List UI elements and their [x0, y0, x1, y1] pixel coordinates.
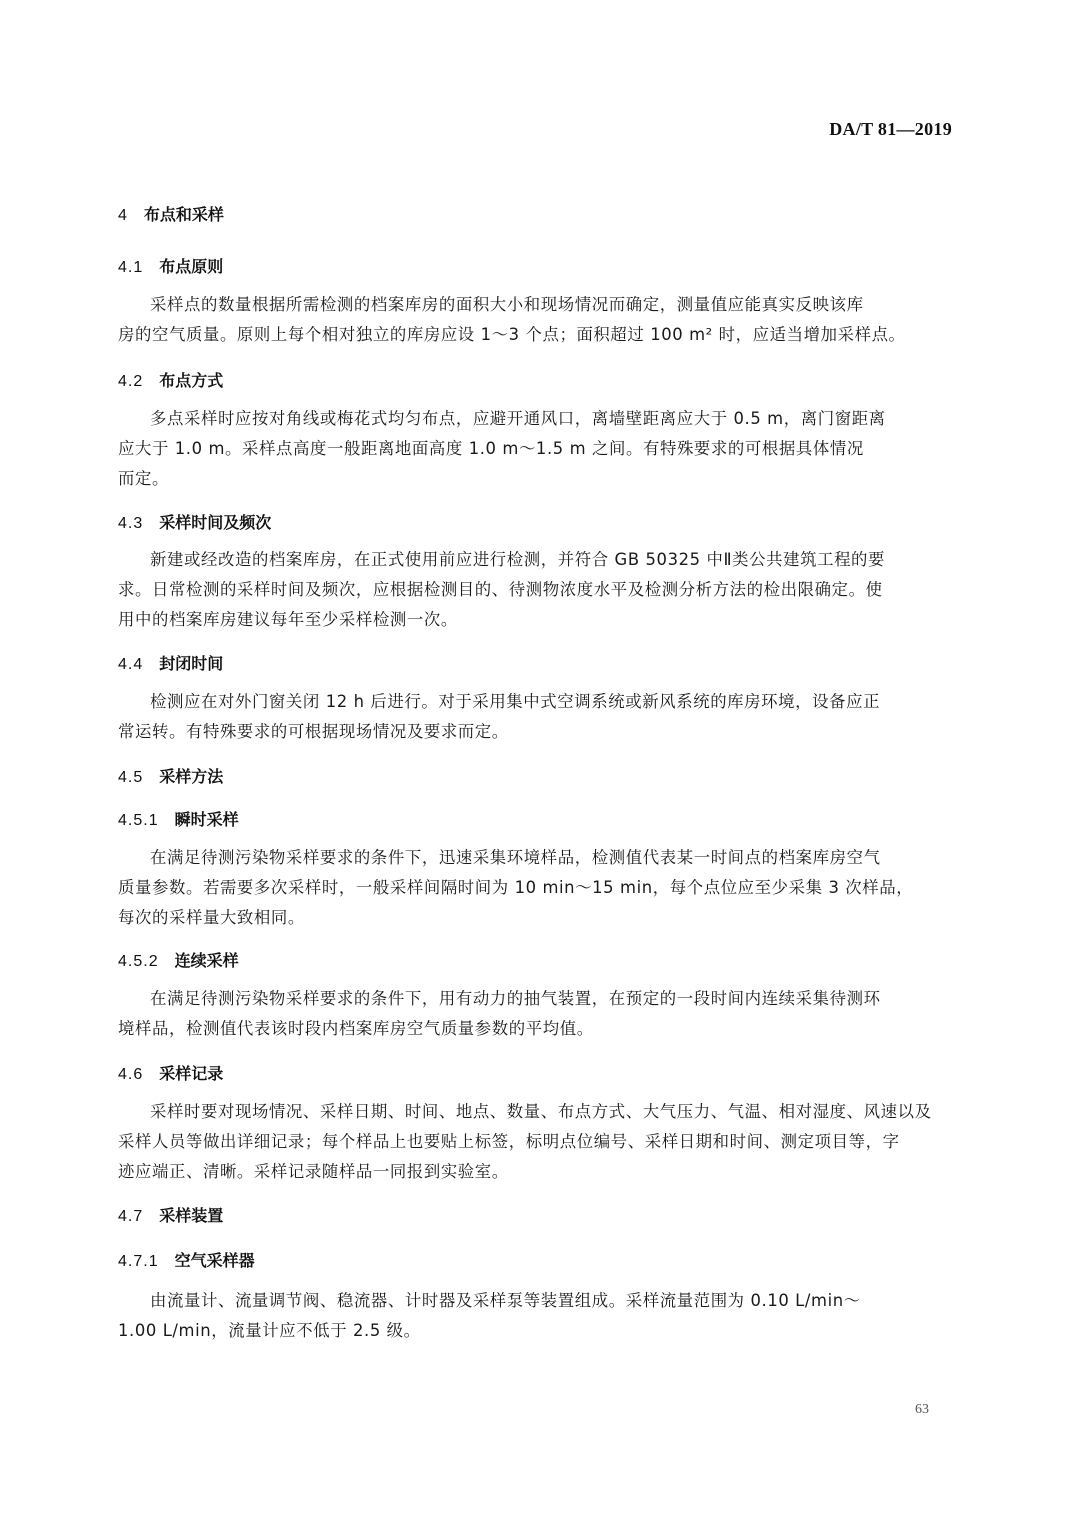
heading-title: 连续采样: [174, 951, 239, 970]
paragraph-4-2: [118, 404, 954, 494]
paragraph-line: 质量参数。若需要多次采样时，一般采样间隔时间为 10 min～15 min，每个点位应至少采集 3 次样品，: [118, 878, 914, 897]
paragraph-4-7-1: [118, 1286, 954, 1346]
heading-title: 采样装置: [159, 1206, 224, 1225]
heading-4-5-2: [118, 948, 239, 971]
heading-title: 采样方法: [159, 767, 224, 786]
paragraph-line: 每次的采样量大致相同。: [118, 908, 305, 927]
paragraph-line: 在满足待测污染物采样要求的条件下，迅速采集环境样品，检测值代表某一时间点的档案库房空气: [150, 848, 881, 867]
paragraph-line: 常运转。有特殊要求的可根据现场情况及要求而定。: [118, 722, 509, 741]
paragraph-line: 采样点的数量根据所需检测的档案库房的面积大小和现场情况而确定，测量值应能真实反映该库: [150, 295, 864, 314]
heading-4-5-1: [118, 807, 239, 830]
paragraph-4-4: [118, 687, 954, 747]
heading-4-4: [118, 651, 223, 674]
heading-number: 4.7.1: [118, 1253, 159, 1270]
paragraph-line: 采样时要对现场情况、采样日期、时间、地点、数量、布点方式、大气压力、气温、相对湿度、风速以及: [150, 1102, 932, 1121]
heading-title: 布点原则: [159, 257, 224, 276]
paragraph-line: 房的空气质量。原则上每个相对独立的库房应设 1～3 个点；面积超过 100 m² 时，应适当增加采样点。: [118, 325, 906, 344]
heading-title: 采样时间及频次: [159, 513, 272, 532]
paragraph-line: 用中的档案库房建议每年至少采样检测一次。: [118, 610, 458, 629]
heading-number: 4.5.1: [118, 812, 159, 829]
heading-title: 采样记录: [159, 1064, 224, 1083]
heading-number: 4.3: [118, 515, 144, 532]
paragraph-line: 检测应在对外门窗关闭 12 h 后进行。对于采用集中式空调系统或新风系统的库房环境，设备应正: [150, 692, 881, 711]
heading-number: 4.4: [118, 656, 144, 673]
heading-number: 4.5: [118, 769, 144, 786]
heading-4: [118, 202, 224, 225]
heading-number: 4.2: [118, 373, 144, 390]
paragraph-line: 由流量计、流量调节阀、稳流器、计时器及采样泵等装置组成。采样流量范围为 0.10 L/min～: [150, 1291, 861, 1310]
standard-code: DA/T 81—2019: [829, 119, 952, 139]
paragraph-4-6: [118, 1097, 954, 1187]
paragraph-line: 而定。: [118, 469, 169, 488]
heading-number: 4.7: [118, 1208, 144, 1225]
heading-4-7: [118, 1203, 223, 1226]
heading-number: 4.1: [118, 259, 144, 276]
heading-4-5: [118, 764, 223, 787]
paragraph-line: 境样品，检测值代表该时段内档案库房空气质量参数的平均值。: [118, 1019, 594, 1038]
paragraph-line: 迹应端正、清晰。采样记录随样品一同报到实验室。: [118, 1162, 509, 1181]
heading-title: 瞬时采样: [174, 810, 239, 829]
paragraph-line: 应大于 1.0 m。采样点高度一般距离地面高度 1.0 m～1.5 m 之间。有特殊要求的可根据具体情况: [118, 439, 864, 458]
heading-4-6: [118, 1061, 223, 1084]
heading-4-1: [118, 254, 223, 277]
paragraph-4-1: [118, 290, 954, 350]
heading-4-7-1: [118, 1248, 255, 1271]
heading-title: 封闭时间: [159, 654, 224, 673]
heading-title: 布点和采样: [143, 205, 224, 224]
heading-title: 布点方式: [159, 371, 224, 390]
paragraph-line: 多点采样时应按对角线或梅花式均匀布点，应避开通风口，离墙壁距离应大于 0.5 m，离门窗距离: [150, 409, 886, 428]
paragraph-line: 采样人员等做出详细记录；每个样品上也要贴上标签，标明点位编号、采样日期和时间、测定项目等，字: [118, 1132, 900, 1151]
page-number: 63: [915, 1402, 929, 1417]
heading-number: 4: [118, 207, 128, 224]
paragraph-line: 在满足待测污染物采样要求的条件下，用有动力的抽气装置，在预定的一段时间内连续采集待测环: [150, 989, 881, 1008]
paragraph-line: 求。日常检测的采样时间及频次，应根据检测目的、待测物浓度水平及检测分析方法的检出限确定。使: [118, 580, 883, 599]
paragraph-line: 新建或经改造的档案库房，在正式使用前应进行检测，并符合 GB 50325 中Ⅱ类公共建筑工程的要: [150, 550, 886, 569]
heading-4-3: [118, 510, 271, 533]
paragraph-4-5-1: [118, 843, 954, 933]
heading-number: 4.5.2: [118, 953, 159, 970]
heading-number: 4.6: [118, 1066, 144, 1083]
heading-4-2: [118, 368, 223, 391]
paragraph-line: 1.00 L/min，流量计应不低于 2.5 级。: [118, 1321, 421, 1340]
paragraph-4-3: [118, 545, 954, 635]
heading-title: 空气采样器: [174, 1251, 255, 1270]
paragraph-4-5-2: [118, 984, 954, 1044]
